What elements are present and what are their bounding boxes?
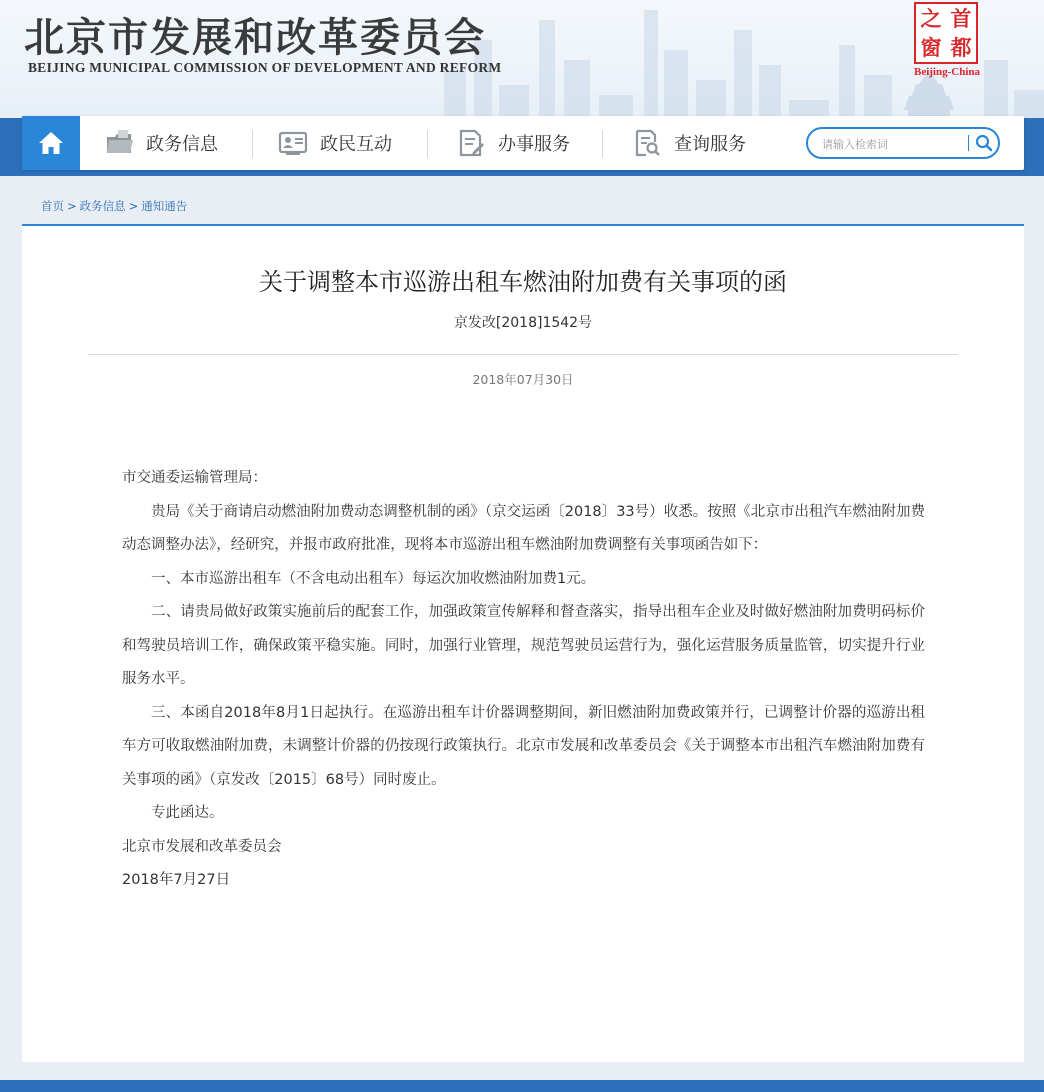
salutation: 市交通委运输管理局：	[122, 470, 267, 486]
search-input[interactable]	[822, 135, 962, 153]
breadcrumb-notices[interactable]: 通知通告	[141, 199, 188, 213]
nav-label: 政务信息	[146, 134, 218, 155]
site-title-en: BEIJING MUNICIPAL COMMISSION OF DEVELOPMENT AND REFORM	[28, 60, 502, 75]
home-button[interactable]	[22, 116, 80, 170]
nav-divider	[602, 130, 603, 158]
site-title: 北京市发展和改革委员会	[24, 14, 486, 61]
document-edit-icon	[456, 128, 486, 158]
logo-char-1: 之	[920, 6, 942, 31]
document-search-icon	[632, 128, 662, 158]
article-paragraph: 一、本市巡游出租车（不含电动出租车）每运次加收燃油附加费1元。	[151, 570, 596, 587]
nav-item-services[interactable]	[456, 116, 570, 170]
article-paragraph: 二、请贵局做好政策实施前后的配套工作，加强政策宣传解释和督查落实，指导出租车企业及时做好燃油附加费明码标价和驾驶员培训工作，确保政策平稳实施。同时，加强行业管理，规范驾驶员运营行为，强化运营服务质量监管，切实提升行业服务水平。	[122, 604, 925, 687]
nav-label: 政民互动	[320, 134, 392, 155]
breadcrumb	[41, 198, 187, 214]
signature: 北京市发展和改革委员会	[122, 838, 282, 855]
folder-icon	[104, 128, 134, 158]
search-button[interactable]	[973, 132, 995, 154]
article-body	[122, 462, 925, 898]
breadcrumb-separator: >	[128, 199, 139, 213]
nav-item-interaction[interactable]	[278, 116, 392, 170]
signature-date: 2018年7月27日	[122, 872, 231, 888]
document-number: 京发改[2018]1542号	[453, 315, 593, 331]
nav-item-gov-info[interactable]	[104, 116, 218, 170]
home-icon	[37, 130, 65, 156]
nav-divider	[427, 130, 428, 158]
article-paragraph: 三、本函自2018年8月1日起执行。在巡游出租车计价器调整期间，新旧燃油附加费政策并行，已调整计价器的巡游出租车方可收取燃油附加费，未调整计价器的仍按现行政策执行。北京市发展和改革委员会《关于调整本市出租汽车燃油附加费有关事项的函》（京发改〔2015〕68号）同时废止。	[122, 704, 925, 788]
article-title: 关于调整本市巡游出租车燃油附加费有关事项的函	[259, 268, 787, 296]
footer-strip	[0, 1080, 1044, 1092]
logo-char-2: 首	[950, 6, 972, 31]
article-paragraph: 贵局《关于商请启动燃油附加费动态调整机制的函》（京交运函〔2018〕33号）收悉。按照《北京市出租汽车燃油附加费动态调整办法》，经研究，并报市政府批准，现将本市巡游出租车燃油附加费调整有关事项函告如下：	[122, 503, 925, 553]
breadcrumb-home[interactable]: 首页	[41, 199, 64, 213]
search-divider	[968, 135, 969, 151]
nav-item-query[interactable]	[632, 116, 746, 170]
article-panel	[22, 224, 1024, 1062]
publish-date: 2018年07月30日	[472, 372, 574, 387]
logo-char-3: 窗	[920, 35, 942, 60]
capital-window-logo[interactable]	[914, 2, 978, 64]
nav-label: 办事服务	[498, 134, 570, 155]
nav-label: 查询服务	[674, 134, 746, 155]
article-paragraph: 专此函达。	[151, 805, 224, 821]
logo-tagline: Beijing-China	[913, 66, 980, 78]
id-card-icon	[278, 128, 308, 158]
search-icon	[973, 132, 995, 154]
logo-char-4: 都	[950, 35, 972, 60]
breadcrumb-separator: >	[67, 199, 77, 213]
main-nav	[22, 116, 1024, 170]
nav-divider	[252, 130, 253, 158]
search-box	[806, 127, 1000, 159]
title-divider	[88, 354, 958, 355]
breadcrumb-gov-info[interactable]: 政务信息	[79, 199, 126, 213]
